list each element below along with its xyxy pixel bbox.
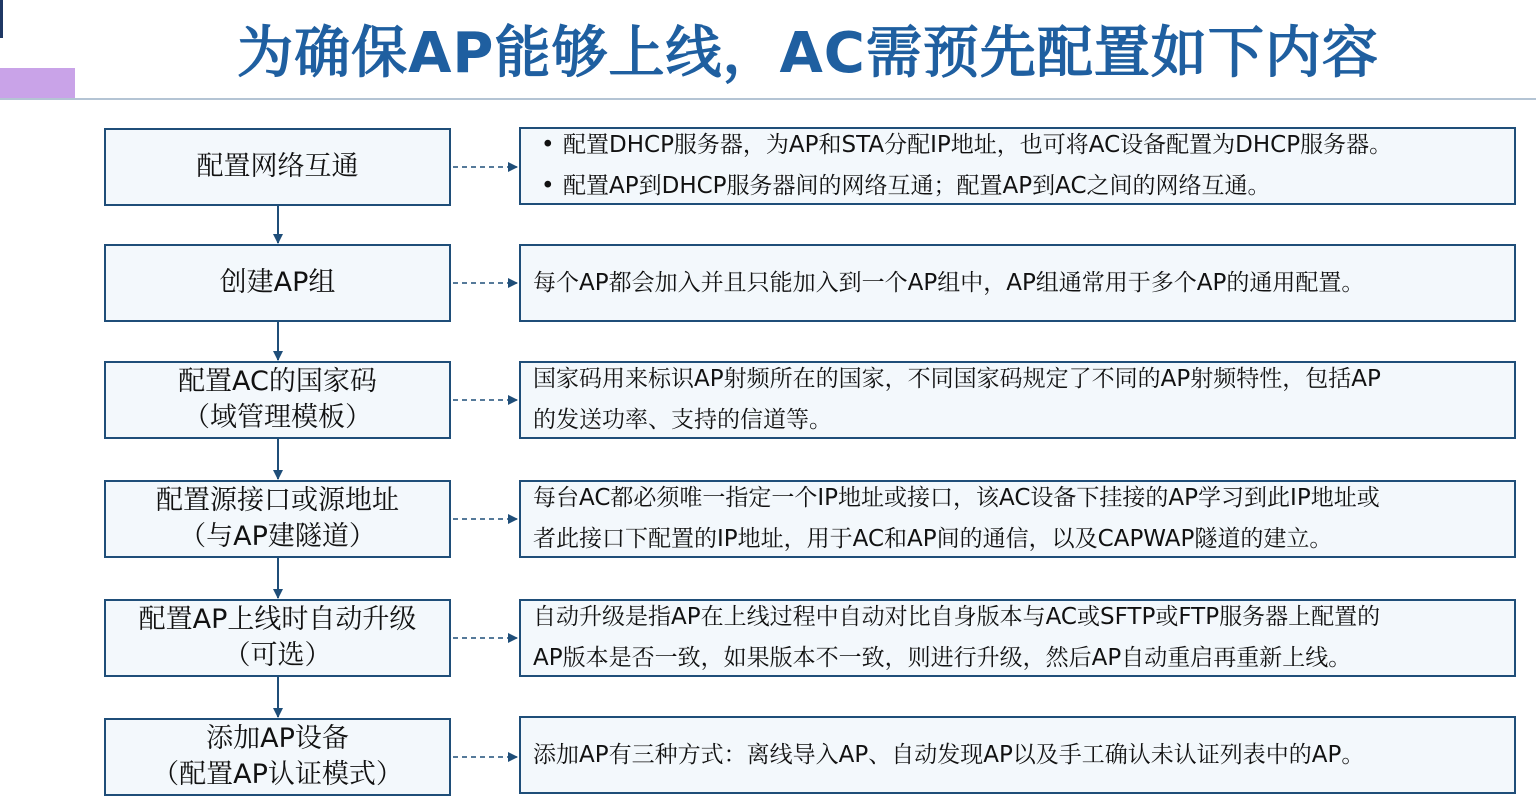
- step-country-code: [104, 361, 451, 439]
- step-label-line: （域管理模板）: [182, 402, 372, 433]
- step-label-line: （可选）: [223, 640, 332, 671]
- desc-configure-network: [519, 127, 1516, 205]
- desc-line: AP版本是否一致，如果版本不一致，则进行升级，然后AP自动重启再重新上线。: [533, 645, 1352, 671]
- step-configure-network: [104, 128, 451, 206]
- step-label-line: 配置网络互通: [196, 151, 359, 182]
- step-label-line: 配置AP上线时自动升级: [138, 604, 417, 635]
- step-label-line: （与AP建隧道）: [179, 521, 376, 552]
- bullet-list: [533, 125, 1392, 207]
- desc-add-ap: [519, 716, 1516, 794]
- bullet-item: • 配置AP到DHCP服务器间的网络互通；配置AP到AC之间的网络互通。: [533, 166, 1392, 207]
- desc-auto-upgrade: [519, 599, 1516, 677]
- desc-line: 国家码用来标识AP射频所在的国家，不同国家码规定了不同的AP射频特性，包括AP: [533, 366, 1381, 392]
- step-create-ap-group: [104, 244, 451, 322]
- step-label-line: （配置AP认证模式）: [152, 759, 403, 790]
- desc-line: 的发送功率、支持的信道等。: [533, 407, 832, 433]
- desc-line: 添加AP有三种方式：离线导入AP、自动发现AP以及手工确认未认证列表中的AP。: [533, 741, 1365, 768]
- bullet-item: • 配置DHCP服务器，为AP和STA分配IP地址，也可将AC设备配置为DHCP服务器。: [533, 125, 1392, 166]
- desc-country-code: [519, 361, 1516, 439]
- desc-line: 每个AP都会加入并且只能加入到一个AP组中，AP组通常用于多个AP的通用配置。: [533, 269, 1365, 296]
- page-title: 为确保AP能够上线，AC需预先配置如下内容: [237, 21, 1379, 86]
- step-label-line: 添加AP设备: [206, 723, 349, 754]
- step-label-line: 创建AP组: [219, 267, 336, 298]
- desc-line: 自动升级是指AP在上线过程中自动对比自身版本与AC或SFTP或FTP服务器上配置的: [533, 604, 1381, 630]
- step-source-interface: [104, 480, 451, 558]
- desc-line: 每台AC都必须唯一指定一个IP地址或接口，该AC设备下挂接的AP学习到此IP地址或: [533, 485, 1380, 511]
- desc-line: 者此接口下配置的IP地址，用于AC和AP间的通信，以及CAPWAP隧道的建立。: [533, 526, 1333, 552]
- desc-create-ap-group: [519, 244, 1516, 322]
- step-label-line: 配置AC的国家码: [178, 366, 377, 397]
- step-add-ap: [104, 718, 451, 796]
- step-label-line: 配置源接口或源地址: [156, 485, 399, 516]
- desc-source-interface: [519, 480, 1516, 558]
- step-auto-upgrade: [104, 599, 451, 677]
